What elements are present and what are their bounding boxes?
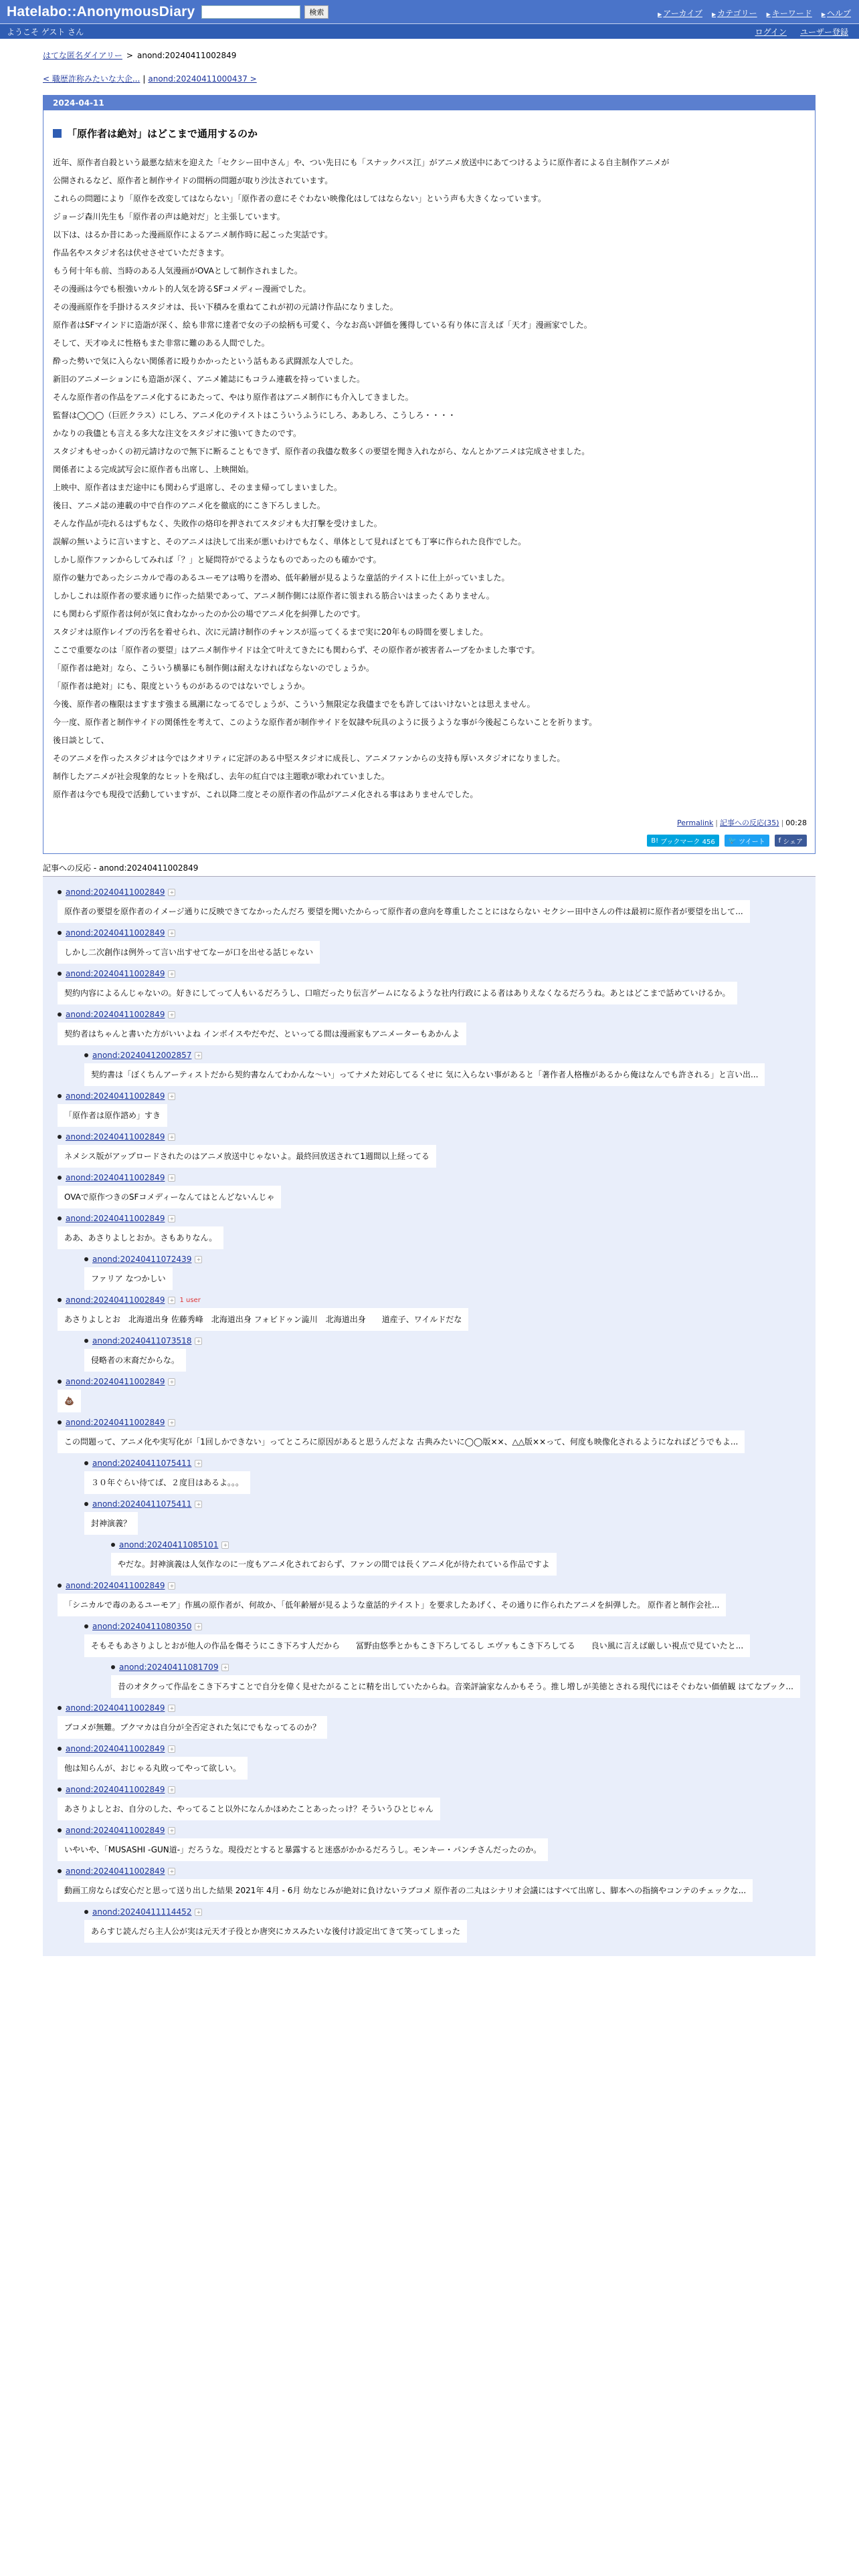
- article-paragraph: 今後、原作者の権限はますます強まる風潮になってるでしょうが、こういう無限定な我儘までをも許してはいけないとは思えません。: [53, 700, 535, 709]
- reply-link[interactable]: anond:20240412002857: [92, 1051, 192, 1060]
- reply-header: [111, 1662, 816, 1672]
- search-form: [201, 5, 328, 19]
- reply-header: [58, 1295, 816, 1305]
- reply-link[interactable]: anond:20240411002849: [66, 1418, 165, 1427]
- reply-link[interactable]: anond:20240411002849: [66, 1132, 165, 1142]
- tweet-button[interactable]: [725, 835, 769, 847]
- reply-body: 動画工房ならば安心だと思って送り出した結果 2021年 4月 - 6月 幼なじみが絶対に負けないラブコメ 原作者の二丸はシナリオ会議にはすべて出席し、脚本への指摘やコンテのチェックな...: [58, 1879, 753, 1902]
- reply-header: [58, 1418, 816, 1427]
- reply-item: [43, 1826, 816, 1861]
- bullet-icon: [58, 1869, 62, 1873]
- bullet-icon: [58, 1706, 62, 1710]
- reply-link[interactable]: anond:20240411002849: [66, 1295, 165, 1305]
- article-paragraph: 公開されるなど、原作者と制作サイドの間柄の問題が取り沙汰されています。: [53, 176, 333, 185]
- reply-item: [43, 1907, 816, 1943]
- article-paragraph: 作品名やスタジオ名は伏せさせていただきます。: [53, 248, 229, 257]
- square-icon: [53, 129, 62, 138]
- expand-icon[interactable]: +: [195, 1337, 202, 1345]
- article-paragraph: 関係者による完成試写会に原作者も出席し、上映開始。: [53, 465, 254, 474]
- expand-icon[interactable]: +: [168, 1827, 175, 1834]
- expand-icon[interactable]: +: [168, 1745, 175, 1753]
- reply-item: [43, 1785, 816, 1820]
- article-paragraph: 上映中、原作者はまだ途中にも関わらず退席し、そのまま帰ってしまいました。: [53, 483, 343, 492]
- reply-link[interactable]: anond:20240411002849: [66, 969, 165, 978]
- reply-link[interactable]: anond:20240411085101: [119, 1540, 219, 1549]
- expand-icon[interactable]: +: [168, 1378, 175, 1386]
- facebook-icon: f: [778, 837, 781, 845]
- welcome-text: ようこそ ゲスト さん: [7, 27, 84, 37]
- reply-body: ファリア なつかしい: [84, 1267, 173, 1290]
- reply-body: 💩: [58, 1390, 81, 1412]
- expand-icon[interactable]: +: [195, 1909, 202, 1916]
- reply-link[interactable]: anond:20240411002849: [66, 1173, 165, 1182]
- nav-category-label: カテゴリー: [717, 9, 757, 18]
- reply-item: [43, 1540, 816, 1576]
- triangle-right-icon: ▶: [821, 11, 826, 17]
- reply-item: [43, 1662, 816, 1698]
- article-paragraph: そのアニメを作ったスタジオは今ではクオリティに定評のある中堅スタジオに成長し、アニメファンからの支持も厚いスタジオになりました。: [53, 754, 565, 763]
- reply-link[interactable]: anond:20240411002849: [66, 1744, 165, 1753]
- triangle-right-icon: ▶: [766, 11, 771, 17]
- search-button[interactable]: 検索: [304, 5, 328, 19]
- reply-header: [58, 1010, 816, 1019]
- bullet-icon: [58, 890, 62, 894]
- article-paragraph: もう何十年も前、当時のある人気漫画がOVAとして制作されました。: [53, 266, 302, 276]
- reply-item: [43, 1377, 816, 1412]
- article-paragraph: 後日、アニメ誌の連載の中で自作のアニメ化を徹底的にこき下ろしました。: [53, 501, 325, 510]
- reply-header: [84, 1255, 816, 1264]
- reply-item: [43, 1703, 816, 1739]
- bullet-icon: [84, 1339, 88, 1343]
- reply-link[interactable]: anond:20240411114452: [92, 1907, 192, 1917]
- reply-item: [43, 1214, 816, 1249]
- bookmark-user-count[interactable]: 1 user: [179, 1296, 201, 1304]
- nav-keyword-label: キーワード: [771, 9, 812, 18]
- reply-link[interactable]: anond:20240411002849: [66, 1866, 165, 1876]
- reply-body: 「シニカルで毒のあるユーモア」作風の原作者が、何故か、「低年齢層が見るような童話的テイスト」を要求したあげく、その通りに作られたアニメを糾弾した。 原作者と制作会社...: [58, 1594, 726, 1616]
- reply-body: 「原作者は原作諮め」すき: [58, 1104, 167, 1127]
- nav-category[interactable]: [712, 7, 757, 19]
- article-paragraph: 監督は◯◯◯（巨匠クラス）にしろ、アニメ化のテイストはこういうふうにしろ、ああしろ、こうしろ・・・・: [53, 411, 456, 420]
- bookmark-icon: B!: [651, 837, 659, 845]
- reply-header: [58, 1826, 816, 1835]
- reply-header: [58, 1703, 816, 1713]
- bullet-icon: [84, 1910, 88, 1914]
- bullet-icon: [84, 1053, 88, 1057]
- expand-icon[interactable]: +: [168, 1011, 175, 1018]
- reply-header: [84, 1459, 816, 1468]
- breadcrumb: [43, 49, 859, 61]
- reply-item: [43, 1744, 816, 1780]
- expand-icon[interactable]: +: [168, 1297, 175, 1304]
- bullet-icon: [58, 1584, 62, 1588]
- bullet-icon: [58, 1380, 62, 1384]
- expand-icon[interactable]: +: [221, 1664, 229, 1671]
- article-paragraph: 制作したアニメが社会現象的なヒットを飛ばし、去年の紅白では主題歌が歌われていました。: [53, 772, 390, 781]
- article-paragraph: そして、天才ゆえに性格もまた非常に難のある人間でした。: [53, 338, 270, 348]
- replies-header: 記事への反応 - anond:20240411002849: [43, 863, 199, 873]
- reply-body: OVAで原作つきのSFコメディーなんてはとんどないんじゃ: [58, 1186, 281, 1208]
- bullet-icon: [84, 1257, 88, 1261]
- nav-help[interactable]: [822, 7, 851, 19]
- article-paragraph: 以下は、はるか昔にあった漫画原作によるアニメ制作時に起こった実話です。: [53, 230, 333, 239]
- reply-body: あらすじ読んだら主人公が実は元天才子役とか唐突にカスみたいな後付け設定出てきて笑ってしまった: [84, 1920, 467, 1943]
- article-paragraph: その漫画は今でも根強いカルト的人気を誇るSFコメディー漫画でした。: [53, 284, 311, 294]
- reply-header: [58, 1785, 816, 1794]
- reply-header: [58, 1132, 816, 1142]
- reply-body: 他は知らんが、おじゃる丸敗ってやって欲しい。: [58, 1757, 248, 1780]
- reply-item: [43, 1295, 816, 1331]
- reply-link[interactable]: anond:20240411075411: [92, 1459, 192, 1468]
- reply-header: [84, 1622, 816, 1631]
- reply-header: [84, 1907, 816, 1917]
- expand-icon[interactable]: +: [168, 930, 175, 937]
- bullet-icon: [58, 1788, 62, 1792]
- article-paragraph: 原作者は今でも現役で活動していますが、これ以降二度とその原作者の作品がアニメ化される事はありませんでした。: [53, 790, 478, 799]
- article-paragraph: スタジオもせっかくの初元請けなので無下に断ることもできず、原作者の我儘な数多くの要望を聞き入れながら、なんとかアニメは完成させました。: [53, 447, 590, 456]
- reactions-link[interactable]: 記事への反応(35): [719, 819, 779, 827]
- bullet-icon: [58, 1012, 62, 1016]
- expand-icon[interactable]: +: [221, 1541, 229, 1549]
- reply-header: [84, 1051, 816, 1060]
- nav-keyword[interactable]: [767, 7, 812, 19]
- reply-item: [43, 887, 816, 923]
- breadcrumb-current: anond:20240411002849: [136, 51, 237, 60]
- tweet-label: ツイート: [739, 838, 765, 846]
- reply-item: [43, 1418, 816, 1453]
- reply-header: [58, 1173, 816, 1182]
- reply-body: 契約書は「ぼくちんアーティストだから契約書なんてわかんな～い」ってナメた対応してるくせに 気に入らない事があると「著作者人格権があるから俺はなんでも許される」と言い出...: [84, 1063, 765, 1086]
- reply-item: [43, 928, 816, 964]
- user-bar: [0, 24, 859, 39]
- bullet-icon: [58, 1135, 62, 1139]
- reply-item: [43, 1459, 816, 1494]
- article: [43, 95, 816, 854]
- bird-icon: 🐦: [728, 837, 737, 845]
- reply-header: [84, 1336, 816, 1346]
- entry-pager: [43, 73, 859, 84]
- reply-header: [58, 1744, 816, 1753]
- expand-icon[interactable]: +: [168, 1705, 175, 1712]
- nav-archive[interactable]: [658, 7, 702, 19]
- bullet-icon: [58, 1298, 62, 1302]
- site-logo[interactable]: Hatelabo::AnonymousDiary: [7, 3, 195, 19]
- expand-icon[interactable]: +: [168, 1174, 175, 1182]
- expand-icon[interactable]: +: [195, 1256, 202, 1263]
- search-input[interactable]: [201, 5, 300, 19]
- bullet-icon: [58, 1828, 62, 1832]
- article-paragraph: そんな原作者の作品をアニメ化するにあたって、やはり原作者はアニメ制作にも介入してきました。: [53, 393, 413, 402]
- login-link[interactable]: ログイン: [755, 27, 787, 37]
- reply-header: [58, 1866, 816, 1876]
- reply-body: ３０年ぐらい待てば、２度目はあるよ。。。: [84, 1471, 250, 1494]
- expand-icon[interactable]: +: [168, 889, 175, 896]
- hatena-bookmark-label: ブックマーク 456: [660, 838, 715, 846]
- reply-link[interactable]: anond:20240411002849: [66, 1377, 165, 1386]
- reply-body: しかし二次創作は例外って言い出すせてなーが口を出せる話じゃない: [58, 941, 320, 964]
- header-nav: [658, 7, 851, 19]
- reply-body: 昔のオタクって作品をこき下ろすことで自分を偉く見せたがることに精を出していたからね。音楽評論家なんかもそう。推し増しが美徳とされる現代にはそぐわない価値観 はてなブック...: [111, 1675, 800, 1698]
- next-entry-link[interactable]: anond:20240411000437 >: [148, 74, 257, 84]
- expand-icon[interactable]: +: [168, 1582, 175, 1590]
- reply-header: [111, 1540, 816, 1549]
- article-body: [43, 140, 815, 804]
- reply-link[interactable]: anond:20240411002849: [66, 1581, 165, 1590]
- reply-body: 侵略者の末裔だからな。: [84, 1349, 186, 1372]
- reply-link[interactable]: anond:20240411002849: [66, 1010, 165, 1019]
- reply-body: あさりよしとお、自分のした、やってること以外になんかほめたことあったっけ？そういうひとじゃん: [58, 1798, 440, 1820]
- article-footer: Permalink | 記事への反応(35) | 00:28: [677, 819, 807, 827]
- bullet-icon: [58, 931, 62, 935]
- reply-link[interactable]: anond:20240411075411: [92, 1499, 192, 1509]
- reply-body: ネメシス版がアップロードされたのはアニメ放送中じゃないよ。最終回放送されて1週間以上経ってる: [58, 1145, 436, 1168]
- reply-body: ああ、あさりよしとおか。さもありなん。: [58, 1226, 223, 1249]
- article-title-row: [53, 126, 815, 140]
- article-title[interactable]: 「原作者は絶対」はどこまで通用するのか: [67, 128, 258, 140]
- bullet-icon: [84, 1461, 88, 1465]
- article-paragraph: 今一度、原作者と制作サイドの関係性を考えて、このような原作者が制作サイドを奴隷や玩具のように扱うような事が今後起こらないことを祈ります。: [53, 718, 597, 727]
- reply-link[interactable]: anond:20240411072439: [92, 1255, 192, 1264]
- reply-body: 原作者の要望を原作者のイメージ通りに反映できてなかったんだろ 要望を聞いたからって原作者の意向を尊重したことにはならない セクシー田中さんの件は最初に原作者が要望を出して...: [58, 900, 750, 923]
- article-paragraph: 誤解の無いように言いますと、そのアニメは決して出来が悪いわけでもなく、単体として見ればとても丁寧に作られた良作でした。: [53, 537, 527, 546]
- expand-icon[interactable]: +: [168, 970, 175, 978]
- reply-header: [58, 1377, 816, 1386]
- prev-entry-link[interactable]: < 職歴詐称みたいな大企...: [43, 74, 140, 84]
- reply-item: [43, 1173, 816, 1208]
- pager-separator: |: [142, 74, 146, 84]
- expand-icon[interactable]: +: [195, 1052, 202, 1059]
- reply-item: [43, 1581, 816, 1616]
- article-paragraph: かなりの我儘とも言える多大な注文をスタジオに強いてきたのです。: [53, 429, 302, 438]
- reply-body: 契約内容によるんじゃないの。好きにしてって人もいるだろうし、口喧だったり伝言ゲームになるような社内行政による者はありえなくなるだろうね。あとはどこまで話めていけるか。: [58, 982, 737, 1004]
- reply-body: 封神演義？: [84, 1512, 138, 1535]
- reply-link[interactable]: anond:20240411073518: [92, 1336, 192, 1346]
- bullet-icon: [58, 1216, 62, 1220]
- article-paragraph: しかしこれは原作者の要求通りに作った結果であって、アニメ制作側には原作者に領まれる筋合いはまったくありません。: [53, 591, 494, 601]
- article-paragraph: そんな作品が売れるはずもなく、失敗作の烙印を押されてスタジオも大打撃を受けました。: [53, 519, 382, 528]
- reply-link[interactable]: anond:20240411002849: [66, 887, 165, 897]
- reply-body: あさりよしとお 北海道出身 佐藤秀峰 北海道出身 フォビドゥン澁川 北海道出身 道産子、ワイルドだな: [58, 1308, 468, 1331]
- breadcrumb-root-link[interactable]: はてな匿名ダイアリー: [43, 51, 122, 60]
- reply-body: この問題って、アニメ化や実写化が「1回しかできない」ってところに原因があると思うんだよな 古典みたいに◯◯版××、△△版××って、何度も映像化されるようになればどうでもよ...: [58, 1430, 745, 1453]
- article-paragraph: ここで重要なのは「原作者の要望」はアニメ制作サイドは全て叶えてきたにも関わらず、その原作者が被害者ムーブをかました事です。: [53, 645, 540, 655]
- article-paragraph: 新旧のアニメーションにも造詣が深く、アニメ雑誌にもコラム連載を持っていました。: [53, 374, 365, 384]
- reply-item: [43, 1091, 816, 1127]
- facebook-share-label: シェア: [783, 838, 803, 846]
- reply-link[interactable]: anond:20240411002849: [66, 1785, 165, 1794]
- reply-header: [58, 1581, 816, 1590]
- article-paragraph: 「原作者は絶対」にも、限度というものがあるのではないでしょうか。: [53, 681, 310, 691]
- reply-body: そもそもあさりよしとおが他人の作品を傷そうにこき下ろす人だから 冨野由悠季とかもこき下ろしてるし エヴァもこき下ろしてる 良い風に言えば厳しい視点で見ていたと...: [84, 1634, 750, 1657]
- expand-icon[interactable]: +: [168, 1093, 175, 1100]
- reply-link[interactable]: anond:20240411080350: [92, 1622, 192, 1631]
- reply-body: 契約者はちゃんと書いた方がいいよね インボイスやだやだ、といってる間は漫画家もアニメーターもあかんよ: [58, 1023, 466, 1045]
- expand-icon[interactable]: +: [195, 1460, 202, 1467]
- reply-item: [43, 1255, 816, 1290]
- reply-link[interactable]: anond:20240411002849: [66, 1214, 165, 1223]
- register-link[interactable]: ユーザー登録: [799, 27, 848, 37]
- bullet-icon: [58, 1094, 62, 1098]
- reply-item: [43, 1010, 816, 1045]
- reply-link[interactable]: anond:20240411081709: [119, 1662, 219, 1672]
- reply-header: [84, 1499, 816, 1509]
- article-paragraph: しかし原作ファンからしてみれば「？」と疑問符がでるようなものであったのも確かです。: [53, 555, 381, 564]
- bullet-icon: [84, 1502, 88, 1506]
- article-paragraph: スタジオは原作レイプの汚名を着せられ、次に元請け制作のチャンスが巡ってくるまで実に20年もの時間を要しました。: [53, 627, 488, 637]
- article-paragraph: その漫画原作を手掛けるスタジオは、長い下積みを重ねてこれが初の元請け作品になりました。: [53, 302, 398, 312]
- article-date: 2024-04-11: [43, 96, 815, 110]
- nav-archive-label: アーカイブ: [663, 9, 702, 18]
- article-paragraph: 原作者はSFマインドに造詣が深く、絵も非常に達者で女の子の絵柄も可愛く、今なお高い評価を獲得している有り体に言えば「天才」漫画家でした。: [53, 320, 592, 330]
- bullet-icon: [84, 1624, 88, 1628]
- facebook-share-button[interactable]: [775, 835, 807, 847]
- replies-list: [43, 876, 816, 1956]
- breadcrumb-separator: >: [126, 51, 133, 60]
- post-time: 00:28: [785, 819, 807, 827]
- reply-item: [43, 1336, 816, 1372]
- article-paragraph: 原作の魅力であったシニカルで毒のあるユーモアは鳴りを潜め、低年齢層が見るような童話的テイストに仕上がっていました。: [53, 573, 510, 582]
- hatena-bookmark-button[interactable]: [647, 835, 719, 847]
- reply-item: [43, 1499, 816, 1535]
- permalink-link[interactable]: Permalink: [677, 819, 714, 827]
- bullet-icon: [58, 1420, 62, 1424]
- expand-icon[interactable]: +: [195, 1501, 202, 1508]
- reply-link[interactable]: anond:20240411002849: [66, 1091, 165, 1101]
- bullet-icon: [111, 1665, 115, 1669]
- article-paragraph: ジョージ森川先生も「原作者の声は絶対だ」と主張しています。: [53, 212, 285, 221]
- reply-body: ブコメが無難。ブクマカは自分が全否定された気にでもなってるのか？: [58, 1716, 327, 1739]
- reply-header: [58, 969, 816, 978]
- global-header: [0, 0, 859, 24]
- expand-icon[interactable]: +: [168, 1215, 175, 1222]
- article-paragraph: にも関わらず原作者は何が気に食わなかったのか公の場でアニメ化を糾弾したのです。: [53, 609, 365, 619]
- expand-icon[interactable]: +: [168, 1419, 175, 1426]
- reply-header: [58, 1091, 816, 1101]
- reply-link[interactable]: anond:20240411002849: [66, 928, 165, 938]
- reply-body: やだな。封神演義は人気作なのに一度もアニメ化されておらず、ファンの間では長くアニメ化が待たれている作品ですよ: [111, 1553, 557, 1576]
- reply-header: [58, 887, 816, 897]
- expand-icon[interactable]: +: [168, 1786, 175, 1794]
- bullet-icon: [58, 1747, 62, 1751]
- article-paragraph: これらの問題により「原作を改変してはならない」「原作者の意にそぐわない映像化はしてはならない」という声も大きくなっています。: [53, 194, 547, 203]
- reply-item: [43, 1622, 816, 1657]
- reply-header: [58, 928, 816, 938]
- article-paragraph: 近年、原作者自殺という最悪な結末を迎えた「セクシー田中さん」や、つい先日にも「スナックバス江」がアニメ放送中にあてつけるように原作者による自主制作アニメが: [53, 158, 670, 167]
- reply-link[interactable]: anond:20240411002849: [66, 1703, 165, 1713]
- article-paragraph: 酔った勢いで気に入らない関係者に殴りかかったという話もある武闘派な人でした。: [53, 356, 359, 366]
- reply-link[interactable]: anond:20240411002849: [66, 1826, 165, 1835]
- bullet-icon: [58, 972, 62, 976]
- expand-icon[interactable]: +: [195, 1623, 202, 1630]
- reply-item: [43, 1866, 816, 1902]
- article-paragraph: 後日談として、: [53, 736, 109, 745]
- nav-help-label: ヘルプ: [826, 9, 851, 18]
- article-paragraph: 「原作者は絶対」なら、こういう横暴にも制作側は耐えなければならないのでしょうか。: [53, 663, 375, 673]
- bullet-icon: [58, 1176, 62, 1180]
- expand-icon[interactable]: +: [168, 1134, 175, 1141]
- triangle-right-icon: ▶: [658, 11, 662, 17]
- bullet-icon: [111, 1543, 115, 1547]
- reply-item: [43, 1132, 816, 1168]
- reply-item: [43, 1051, 816, 1086]
- expand-icon[interactable]: +: [168, 1868, 175, 1875]
- reply-body: いやいや、「MUSASHI -GUN道-」だろうな。現役だとすると暴露すると迷惑がかかるだろうし。モンキー・パンチさんだったのか。: [58, 1838, 548, 1861]
- triangle-right-icon: ▶: [711, 11, 717, 17]
- share-buttons: [43, 828, 815, 853]
- reply-item: [43, 969, 816, 1004]
- reply-header: [58, 1214, 816, 1223]
